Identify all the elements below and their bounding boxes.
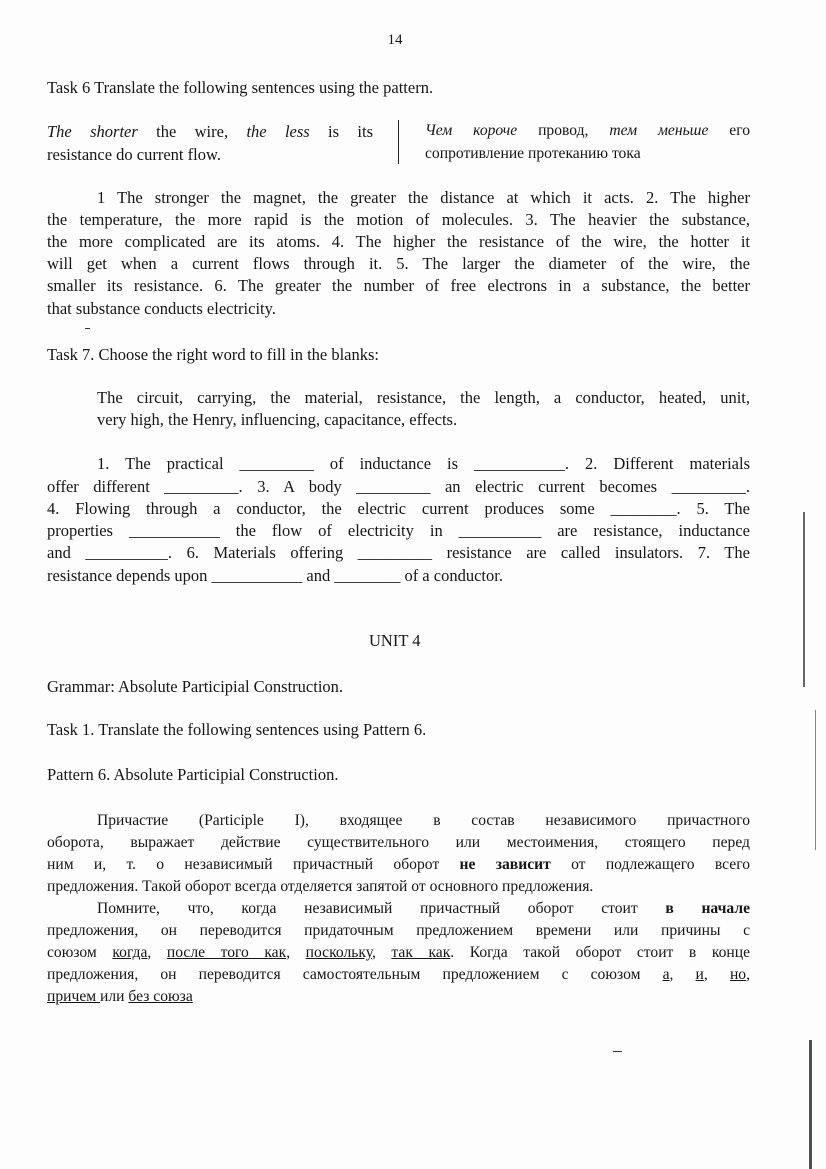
- ru-paragraph2-line: [47, 988, 193, 1006]
- example-ru-line1: [425, 122, 750, 140]
- ru-paragraph2-line: [47, 966, 750, 984]
- ru-underlined-conjunction: когда: [112, 944, 148, 961]
- ru-underlined-conjunction: а: [662, 966, 670, 983]
- ru-text-span: Помните, что, когда независимый причастный оборот стоит: [97, 900, 666, 917]
- page-number: 14: [387, 32, 403, 48]
- task6-sentence-line: will get when a current flows through it. 5. The larger the diameter of the wire, the: [47, 254, 750, 273]
- example-en-line1: [47, 122, 373, 142]
- example-ru-ego: его: [708, 122, 751, 139]
- ru-paragraph1-line: предложения. Такой оборот всегда отделяется запятой от основного предложения.: [47, 878, 594, 895]
- ru-text-span: ,: [703, 966, 730, 983]
- ru-text-span: ним и, т. о независимый причастный оборот: [47, 856, 460, 873]
- pattern-heading: Pattern 6. Absolute Participial Construction.: [47, 765, 339, 784]
- ru-text-span: ,: [286, 944, 306, 961]
- grammar-heading: Grammar: Absolute Participial Construction.: [47, 677, 344, 696]
- ru-underlined-conjunction: после того как: [166, 944, 287, 961]
- scan-edge-mark: [809, 1040, 812, 1169]
- task7-words-line: The circuit, carrying, the material, resistance, the length, a conductor, heated, unit,: [97, 388, 750, 407]
- ru-paragraph2-line: [47, 944, 750, 962]
- task7-heading: Task 7. Choose the right word to fill in the blanks:: [47, 345, 380, 364]
- ru-text-span: ,: [669, 966, 696, 983]
- task7-text-line: 4. Flowing through a conductor, the electric current produces some ________. 5. The: [47, 499, 750, 518]
- example-en-shorter: The shorter: [47, 122, 138, 141]
- example-ru-chem: Чем короче: [425, 122, 518, 139]
- ru-text-span: ,: [371, 944, 392, 961]
- task6-sentence-line: the more complicated are its atoms. 4. The higher the resistance of the wire, the hotter it: [47, 232, 750, 251]
- task7-words-line: very high, the Henry, influencing, capacitance, effects.: [97, 410, 458, 429]
- ru-text-span: . Когда такой оборот стоит в конце: [450, 944, 751, 961]
- task6-sentence-line: smaller its resistance. 6. The greater the number of free electrons in a substance, the better: [47, 276, 750, 295]
- task7-text-line: and __________. 6. Materials offering _________ resistance are called insulators. 7. The: [47, 543, 750, 562]
- ru-text-span: предложения, он переводится самостоятельным предложением с союзом: [47, 966, 663, 983]
- scan-speck: [613, 1051, 622, 1052]
- ru-text-span: союзом: [47, 944, 113, 961]
- ru-paragraph2-line: [97, 900, 750, 918]
- scan-edge-mark: [803, 512, 805, 687]
- task6-sentence-line: that substance conducts electricity.: [47, 299, 276, 318]
- example-divider: [398, 120, 399, 164]
- ru-text-span: ,: [746, 966, 751, 983]
- ru-paragraph2-line: предложения, он переводится придаточным предложением времени или причины с: [47, 922, 750, 939]
- task7-text-line: properties ___________ the flow of electricity in __________ are resistance, inductance: [47, 521, 750, 540]
- ru-underlined-conjunction: причем: [47, 988, 101, 1005]
- ru-paragraph1-line: Причастие (Participle I), входящее в состав независимого причастного: [97, 812, 750, 829]
- task6-sentence-line: 1 The stronger the magnet, the greater the distance at which it acts. 2. The higher: [97, 188, 750, 207]
- ru-bold-ne-zavisit: не зависит: [459, 856, 551, 873]
- ru-text-span: или: [100, 988, 129, 1005]
- task7-text-line: offer different _________. 3. A body _________ an electric current becomes _________.: [47, 477, 750, 496]
- example-en-line2: resistance do current flow.: [47, 145, 221, 164]
- ru-bold-v-nachale: в начале: [665, 900, 750, 917]
- ru-underlined-conjunction: но: [729, 966, 747, 983]
- ru-text-span: от подлежащего всего: [550, 856, 751, 873]
- task1-heading: Task 1. Translate the following sentences using Pattern 6.: [47, 720, 427, 739]
- ru-paragraph1-line: оборота, выражает действие существительного или местоимения, стоящего перед: [47, 834, 750, 851]
- example-en-is-its: is its: [309, 122, 373, 141]
- ru-paragraph1-line: [47, 856, 750, 874]
- example-ru-line2: сопротивление протеканию тока: [425, 145, 641, 162]
- ru-text-span: ,: [147, 944, 167, 961]
- ru-underlined-conjunction: поскольку: [305, 944, 372, 961]
- task7-text-line: resistance depends upon ___________ and ________ of a conductor.: [47, 566, 503, 585]
- ru-underlined-conjunction: так как: [391, 944, 451, 961]
- scan-speck: [85, 328, 90, 329]
- example-ru-tem: тем меньше: [609, 122, 709, 139]
- ru-underlined-conjunction: и: [695, 966, 704, 983]
- unit-title: UNIT 4: [369, 631, 421, 650]
- example-en-less: the less: [246, 122, 310, 141]
- task6-heading: Task 6 Translate the following sentences using the pattern.: [47, 78, 434, 97]
- scan-edge-mark: [815, 710, 816, 850]
- task6-sentence-line: the temperature, the more rapid is the motion of molecules. 3. The heavier the substance,: [47, 210, 750, 229]
- example-en-wire: the wire,: [137, 122, 247, 141]
- task7-text-line: 1. The practical _________ of inductance is ___________. 2. Different materials: [97, 454, 750, 473]
- ru-underlined-conjunction: без союза: [128, 988, 193, 1005]
- example-ru-provod: провод,: [517, 122, 610, 139]
